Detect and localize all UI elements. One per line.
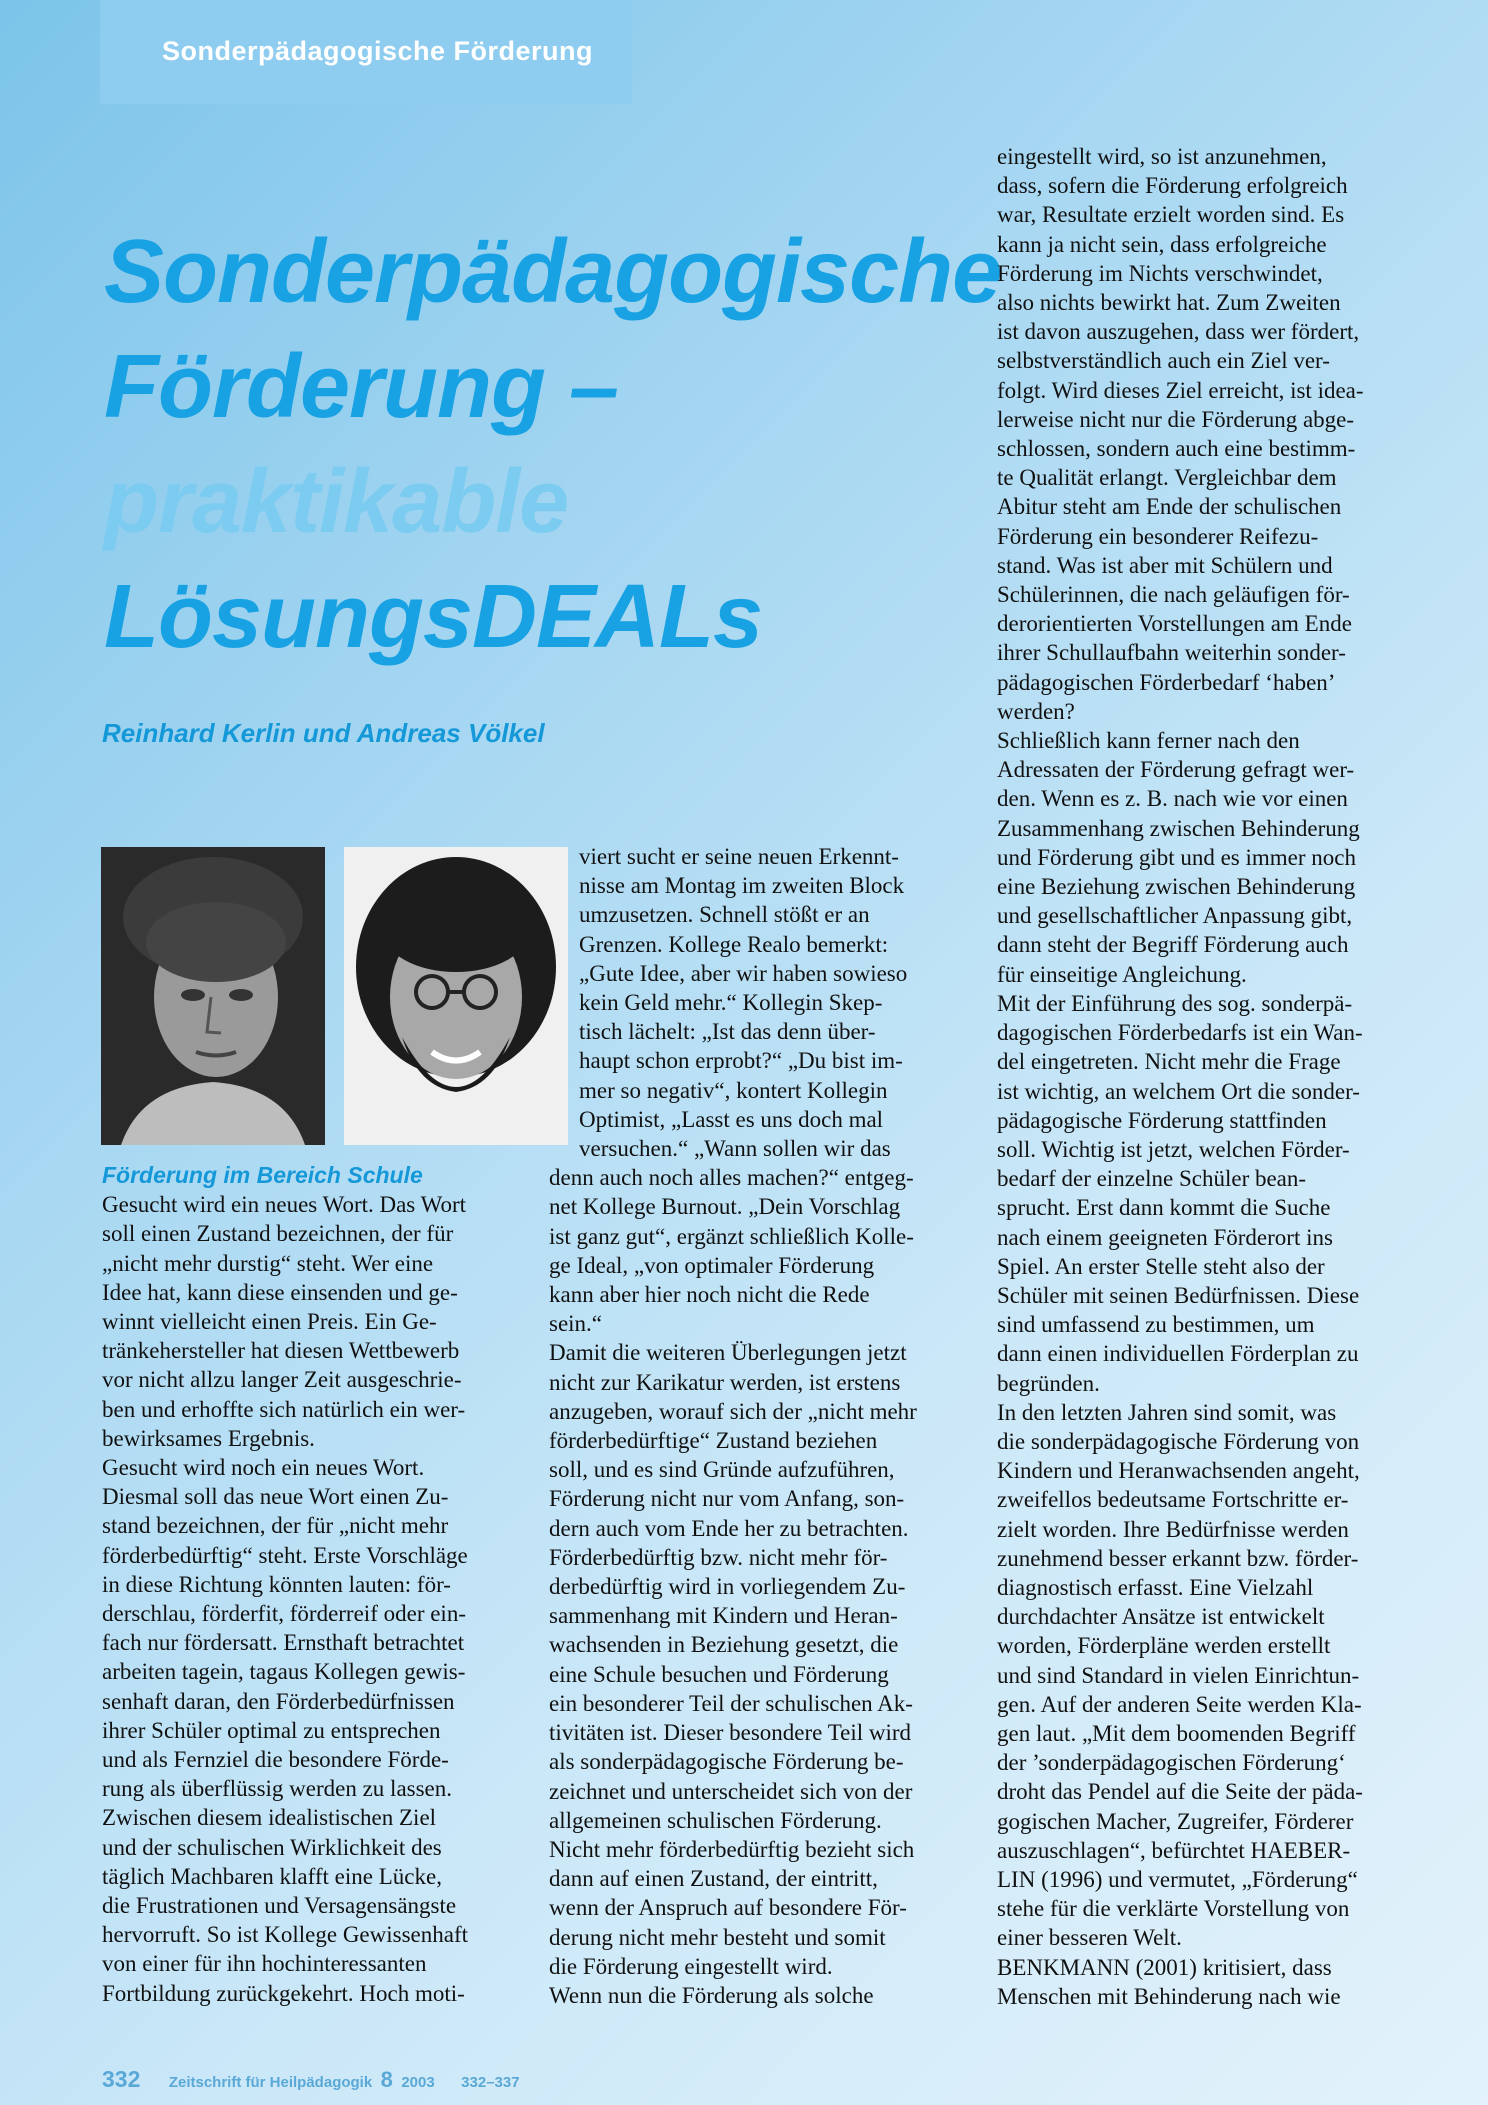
text-line: Zusammenhang zwischen Behinderung xyxy=(997,815,1360,841)
text-line: Wenn nun die Förderung als solche xyxy=(549,1982,874,2008)
text-line: wachsenden in Beziehung gesetzt, die xyxy=(549,1632,899,1658)
text-line: zielt worden. Ihre Bedürfnisse werden xyxy=(997,1516,1349,1542)
text-column-2 xyxy=(549,842,917,2010)
title-line-3: praktikable xyxy=(104,452,569,552)
text-line: tränkehersteller hat diesen Wettbewerb xyxy=(102,1338,460,1364)
text-line: umzusetzen. Schnell stößt er an xyxy=(579,902,870,928)
text-line: droht das Pendel auf die Seite der päda- xyxy=(997,1779,1363,1805)
text-line: senhaft daran, den Förderbedürfnissen xyxy=(102,1688,455,1714)
text-line: also nichts bewirkt hat. Zum Zweiten xyxy=(997,290,1341,316)
text-line: worden, Förderpläne werden erstellt xyxy=(997,1633,1331,1659)
text-line: stand. Was ist aber mit Schülern und xyxy=(997,552,1333,578)
text-line: soll. Wichtig ist jetzt, welchen Förder- xyxy=(997,1136,1350,1162)
text-line: Kindern und Heranwachsenden angeht, xyxy=(997,1458,1360,1484)
text-line: einer besseren Welt. xyxy=(997,1925,1182,1951)
text-line: Diesmal soll das neue Wort einen Zu- xyxy=(102,1484,449,1510)
text-line: dann einen individuellen Förderplan zu xyxy=(997,1341,1359,1367)
text-line: ein besonderer Teil der schulischen Ak- xyxy=(549,1690,913,1716)
text-line: pädagogische Förderung stattfinden xyxy=(997,1107,1327,1133)
text-line: wenn der Anspruch auf besondere För- xyxy=(549,1895,907,1921)
text-line: zeichnet und unterscheidet sich von der xyxy=(549,1778,913,1804)
text-line: In den letzten Jahren sind somit, was xyxy=(997,1399,1337,1425)
text-line: rung als überflüssig werden zu lassen. xyxy=(102,1776,453,1802)
text-line: für einseitige Angleichung. xyxy=(997,961,1247,987)
text-line: Idee hat, kann diese einsenden und ge- xyxy=(102,1279,458,1305)
text-line: auszuschlagen“, befürchtet HAEBER- xyxy=(997,1837,1351,1863)
text-line: arbeiten tagein, tagaus Kollegen gewis- xyxy=(102,1659,466,1685)
page-range: 332–337 xyxy=(461,2074,520,2091)
text-line: schlossen, sondern auch eine bestimm- xyxy=(997,436,1356,462)
text-line: nisse am Montag im zweiten Block xyxy=(579,873,905,899)
text-line: stand bezeichnen, der für „nicht mehr xyxy=(102,1513,449,1539)
text-line: bedarf der einzelne Schüler bean- xyxy=(997,1166,1307,1192)
text-line: zunehmend besser erkannt bzw. förder- xyxy=(997,1545,1359,1571)
author-photo-2 xyxy=(344,847,568,1145)
text-line: Menschen mit Behinderung nach wie xyxy=(997,1983,1341,2009)
text-line: gen laut. „Mit dem boomenden Begriff xyxy=(997,1720,1356,1746)
text-line: Adressaten der Förderung gefragt wer- xyxy=(997,757,1355,783)
text-line: kann aber hier noch nicht die Rede xyxy=(549,1282,870,1308)
text-line: von einer für ihn hochinteressanten xyxy=(102,1951,427,1977)
text-line: täglich Machbaren klafft eine Lücke, xyxy=(102,1863,442,1889)
text-line: förderbedürftig“ steht. Erste Vorschläge xyxy=(102,1542,468,1568)
section-subheading: Förderung im Bereich Schule xyxy=(102,1162,423,1188)
text-line: ben und erhoffte sich natürlich ein wer- xyxy=(102,1396,466,1422)
text-line: werden? xyxy=(997,698,1075,724)
text-line: derorientierten Vorstellungen am Ende xyxy=(997,611,1352,637)
text-line: Förderung im Nichts verschwindet, xyxy=(997,260,1323,286)
text-line: Förderung nicht nur vom Anfang, son- xyxy=(549,1486,905,1512)
text-line: Schülerinnen, die nach geläufigen för- xyxy=(997,582,1350,608)
text-line: die Frustrationen und Versagensängste xyxy=(102,1893,457,1919)
text-line: und der schulischen Wirklichkeit des xyxy=(102,1834,442,1860)
text-line: Nicht mehr förderbedürftig bezieht sich xyxy=(549,1836,915,1862)
text-line: dass, sofern die Förderung erfolgreich xyxy=(997,173,1348,199)
text-line: stehe für die verklärte Vorstellung von xyxy=(997,1896,1350,1922)
text-line: sind umfassend zu bestimmen, um xyxy=(997,1312,1315,1338)
text-line: sammenhang mit Kindern und Heran- xyxy=(549,1603,898,1629)
text-line: tisch lächelt: „Ist das denn über- xyxy=(579,1019,876,1045)
journal-issue: 8 xyxy=(380,2067,393,2092)
text-line: „nicht mehr durstig“ steht. Wer eine xyxy=(102,1250,434,1276)
text-line: bewirksames Ergebnis. xyxy=(102,1425,315,1451)
text-line: lerweise nicht nur die Förderung abge- xyxy=(997,406,1355,432)
text-line: fach nur fördersatt. Ernsthaft betrachtet xyxy=(102,1630,465,1656)
page-footer xyxy=(102,2066,520,2093)
text-line: diagnostisch erfasst. Eine Vielzahl xyxy=(997,1574,1314,1600)
text-line: gen. Auf der anderen Seite werden Kla- xyxy=(997,1691,1362,1717)
text-column-1 xyxy=(102,1161,468,2008)
text-line: net Kollege Burnout. „Dein Vorschlag xyxy=(549,1194,901,1220)
text-line: und gesellschaftlicher Anpassung gibt, xyxy=(997,903,1353,929)
text-line: dann steht der Begriff Förderung auch xyxy=(997,932,1349,958)
text-line: Schließlich kann ferner nach den xyxy=(997,728,1300,754)
text-line: ist ganz gut“, ergänzt schließlich Kolle- xyxy=(549,1223,914,1249)
text-line: eine Beziehung zwischen Behinderung xyxy=(997,874,1356,900)
text-line: und als Fernziel die besondere Förde- xyxy=(102,1747,449,1773)
title-line-1: Sonderpädagogische xyxy=(104,222,1002,322)
text-line: Spiel. An erster Stelle steht also der xyxy=(997,1253,1325,1279)
section-tab xyxy=(100,0,632,104)
text-line: sein.“ xyxy=(549,1311,603,1337)
text-line: Schüler mit seinen Bedürfnissen. Diese xyxy=(997,1282,1360,1308)
text-line: folgt. Wird dieses Ziel erreicht, ist idea- xyxy=(997,377,1364,403)
text-line: dern auch vom Ende her zu betrachten. xyxy=(549,1515,909,1541)
text-line: soll, und es sind Gründe aufzuführen, xyxy=(549,1457,895,1483)
text-line: BENKMANN (2001) kritisiert, dass xyxy=(997,1954,1332,1980)
text-line: Förderung ein besonderer Reifezu- xyxy=(997,523,1319,549)
title-line-4: LösungsDEALs xyxy=(104,567,763,667)
text-line: ist davon auszugehen, dass wer fördert, xyxy=(997,319,1360,345)
text-line: die sonderpädagogische Förderung von xyxy=(997,1428,1360,1454)
text-line: derung nicht mehr besteht und somit xyxy=(549,1924,886,1950)
text-line: dagogischen Förderbedarfs ist ein Wan- xyxy=(997,1020,1363,1046)
text-line: te Qualität erlangt. Vergleichbar dem xyxy=(997,465,1337,491)
text-line: derschlau, förderfit, förderreif oder ein- xyxy=(102,1601,466,1627)
text-line: „Gute Idee, aber wir haben sowieso xyxy=(579,960,908,986)
text-line: Mit der Einführung des sog. sonderpä- xyxy=(997,990,1353,1016)
text-line: Abitur steht am Ende der schulischen xyxy=(997,494,1342,520)
text-line: begründen. xyxy=(997,1370,1100,1396)
text-line: LIN (1996) und vermutet, „Förderung“ xyxy=(997,1866,1358,1892)
text-line: Fortbildung zurückgekehrt. Hoch moti- xyxy=(102,1980,465,2006)
text-line: ist wichtig, an welchem Ort die sonder- xyxy=(997,1078,1360,1104)
text-line: und sind Standard in vielen Einrichtun- xyxy=(997,1662,1360,1688)
text-line: anzugeben, worauf sich der „nicht mehr xyxy=(549,1398,917,1424)
text-line: haupt schon erprobt?“ „Du bist im- xyxy=(579,1048,903,1074)
text-line: der ’sonderpädagogischen Förderung‘ xyxy=(997,1750,1346,1776)
journal-year: 2003 xyxy=(401,2074,435,2091)
journal-name: Zeitschrift für Heilpädagogik xyxy=(168,2074,373,2091)
page-number: 332 xyxy=(102,2066,141,2092)
text-line: winnt vielleicht einen Preis. Ein Ge- xyxy=(102,1309,437,1335)
text-line: Optimist, „Lasst es uns doch mal xyxy=(579,1106,884,1132)
text-line: durchdachter Ansätze ist entwickelt xyxy=(997,1604,1325,1630)
text-line: soll einen Zustand bezeichnen, der für xyxy=(102,1221,454,1247)
text-line: tivitäten ist. Dieser besondere Teil wird xyxy=(549,1720,912,1746)
text-line: war, Resultate erzielt worden sind. Es xyxy=(997,202,1345,228)
text-line: sprucht. Erst dann kommt die Suche xyxy=(997,1195,1331,1221)
text-line: Grenzen. Kollege Realo bemerkt: xyxy=(579,931,889,957)
text-line: selbstverständlich auch ein Ziel ver- xyxy=(997,348,1330,374)
text-line: zweifellos bedeutsame Fortschritte er- xyxy=(997,1487,1349,1513)
title-line-2: Förderung – xyxy=(104,337,619,437)
text-line: viert sucht er seine neuen Erkennt- xyxy=(579,844,899,869)
text-line: derbedürftig wird in vorliegendem Zu- xyxy=(549,1574,906,1600)
author-photo-1 xyxy=(101,847,325,1145)
text-line: in diese Richtung könnten lauten: för- xyxy=(102,1571,451,1597)
text-line: denn auch noch alles machen?“ entgeg- xyxy=(549,1165,914,1191)
text-line: den. Wenn es z. B. nach wie vor einen xyxy=(997,786,1348,812)
text-line: kein Geld mehr.“ Kollegin Skep- xyxy=(579,990,883,1016)
article-title xyxy=(104,215,1001,675)
text-line: Zwischen diesem idealistischen Ziel xyxy=(102,1805,437,1831)
portrait-1-drawing xyxy=(101,847,325,1145)
text-line: vor nicht allzu langer Zeit ausgeschrie- xyxy=(102,1367,462,1393)
text-line: hervorruft. So ist Kollege Gewissenhaft xyxy=(102,1922,469,1948)
text-line: förderbedürftige“ Zustand beziehen xyxy=(549,1428,878,1454)
text-line: nicht zur Karikatur werden, ist erstens xyxy=(549,1369,901,1395)
portrait-2-drawing xyxy=(344,847,568,1145)
article-authors: Reinhard Kerlin und Andreas Völkel xyxy=(102,718,545,748)
text-line: ge Ideal, „von optimaler Förderung xyxy=(549,1252,875,1278)
section-tab-label: Sonderpädagogische Förderung xyxy=(162,36,594,66)
text-line: als sonderpädagogische Förderung be- xyxy=(549,1749,904,1775)
text-line: mer so negativ“, kontert Kollegin xyxy=(579,1077,888,1103)
text-line: pädagogischen Förderbedarf ‘haben’ xyxy=(997,669,1336,695)
text-line: Förderbedürftig bzw. nicht mehr för- xyxy=(549,1544,888,1570)
text-line: eine Schule besuchen und Förderung xyxy=(549,1661,889,1687)
text-line: die Förderung eingestellt wird. xyxy=(549,1953,833,1979)
text-line: ihrer Schüler optimal zu entsprechen xyxy=(102,1717,441,1743)
text-line: gogischen Macher, Zugreifer, Förderer xyxy=(997,1808,1354,1834)
text-line: und Förderung gibt und es immer noch xyxy=(997,844,1357,870)
text-line: Damit die weiteren Überlegungen jetzt xyxy=(549,1340,907,1366)
text-line: del eingetreten. Nicht mehr die Frage xyxy=(997,1049,1341,1075)
text-line: ihrer Schullaufbahn weiterhin sonder- xyxy=(997,640,1346,666)
text-line: Gesucht wird noch ein neues Wort. xyxy=(102,1455,425,1481)
text-line: nach einem geeigneten Förderort ins xyxy=(997,1224,1333,1250)
text-line: allgemeinen schulischen Förderung. xyxy=(549,1807,882,1833)
text-line: kann ja nicht sein, dass erfolgreiche xyxy=(997,231,1327,257)
text-column-3 xyxy=(997,142,1364,2011)
text-line: eingestellt wird, so ist anzunehmen, xyxy=(997,144,1327,169)
text-line: Gesucht wird ein neues Wort. Das Wort xyxy=(102,1192,467,1218)
text-line: versuchen.“ „Wann sollen wir das xyxy=(579,1136,891,1162)
text-line: dann auf einen Zustand, der eintritt, xyxy=(549,1866,878,1892)
